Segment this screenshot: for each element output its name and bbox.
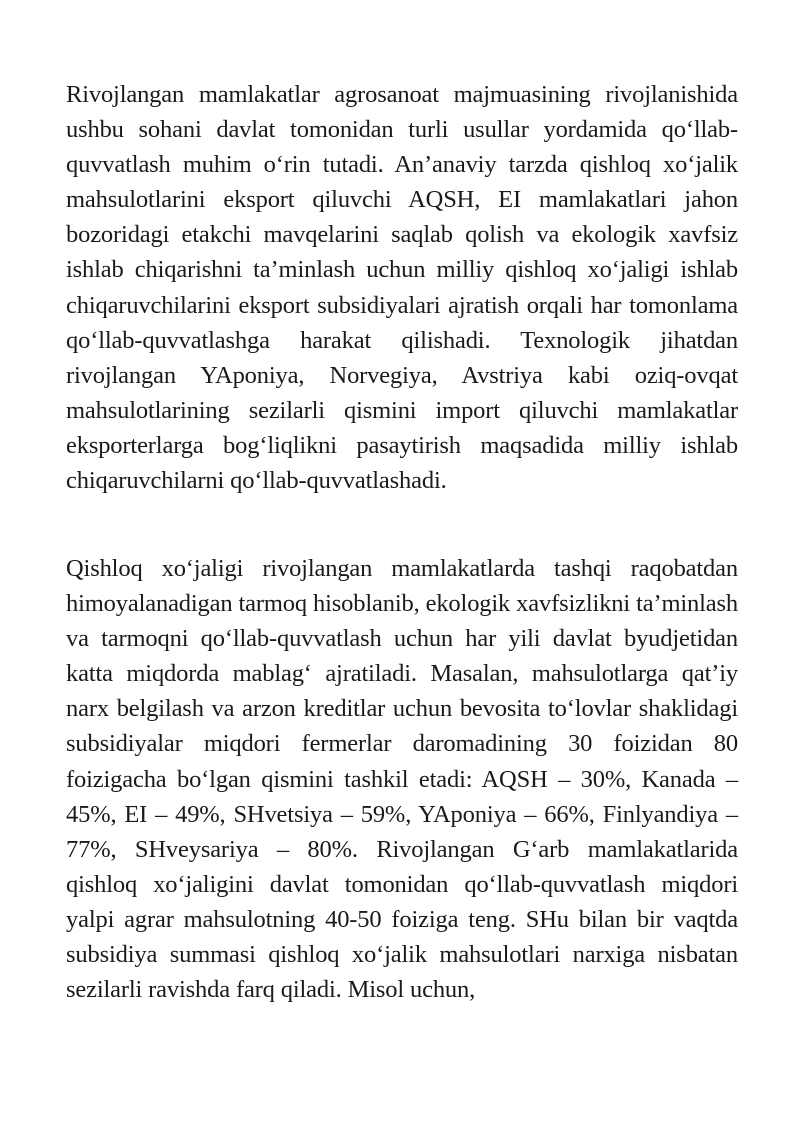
paragraph-agro-support-methods: Rivojlangan mamlakatlar agrosanoat majmuasining rivojlanishida ushbu sohani davlat tomonidan turli usullar yordamida qo‘llab-quvvatlash muhim o‘rin tutadi. An’anaviy tarzda qishloq xo‘jalik mahsulotlarini eksport qiluvchi AQSH, EI mamlakatlari jahon bozoridagi etakchi mavqelarini saqlab qolish va ekologik xavfsiz ishlab chiqarishni ta’minlash uchun milliy qishloq xo‘jaligi ishlab chiqaruvchilarini eksport subsidiyalari ajratish orqali har tomonlama qo‘llab-quvvatlashga harakat qilishadi. Texnologik jihatdan rivojlangan YAponiya, Norvegiya, Avstriya kabi oziq-ovqat mahsulotlarining sezilarli qismini import qiluvchi mamlakatlar eksporterlarga bog‘liqlikni pasaytirish maqsadida milliy ishlab chiqaruvchilarni qo‘llab-quvvatlashadi. bbox=[66, 81, 738, 495]
paragraph-agriculture-subsidies: Qishloq xo‘jaligi rivojlangan mamlakatlarda tashqi raqobatdan himoyalanadigan tarmoq hisoblanib, ekologik xavfsizlikni ta’minlash va tarmoqni qo‘llab-quvvatlash uchun har yili davlat byudjetidan katta miqdorda mablag‘ ajratiladi. Masalan, mahsulotlarga qat’iy narx belgilash va arzon kreditlar uchun bevosita to‘lovlar shaklidagi subsidiyalar miqdori fermerlar daromadining 30 foizidan 80 foizigacha bo‘lgan qismini tashkil etadi: AQSH – 30%, Kanada – 45%, EI – 49%, SHvetsiya – 59%, YAponiya – 66%, Finlyandiya – 77%, SHveysariya – 80%. Rivojlangan G‘arb mamlakatlarida qishloq xo‘jaligini davlat tomonidan qo‘llab-quvvatlash miqdori yalpi agrar mahsulotning 40-50 foiziga teng. SHu bilan bir vaqtda subsidiya summasi qishloq xo‘jalik mahsulotlari narxiga nisbatan sezilarli ravishda farq qiladi. Misol uchun, bbox=[66, 555, 738, 1004]
